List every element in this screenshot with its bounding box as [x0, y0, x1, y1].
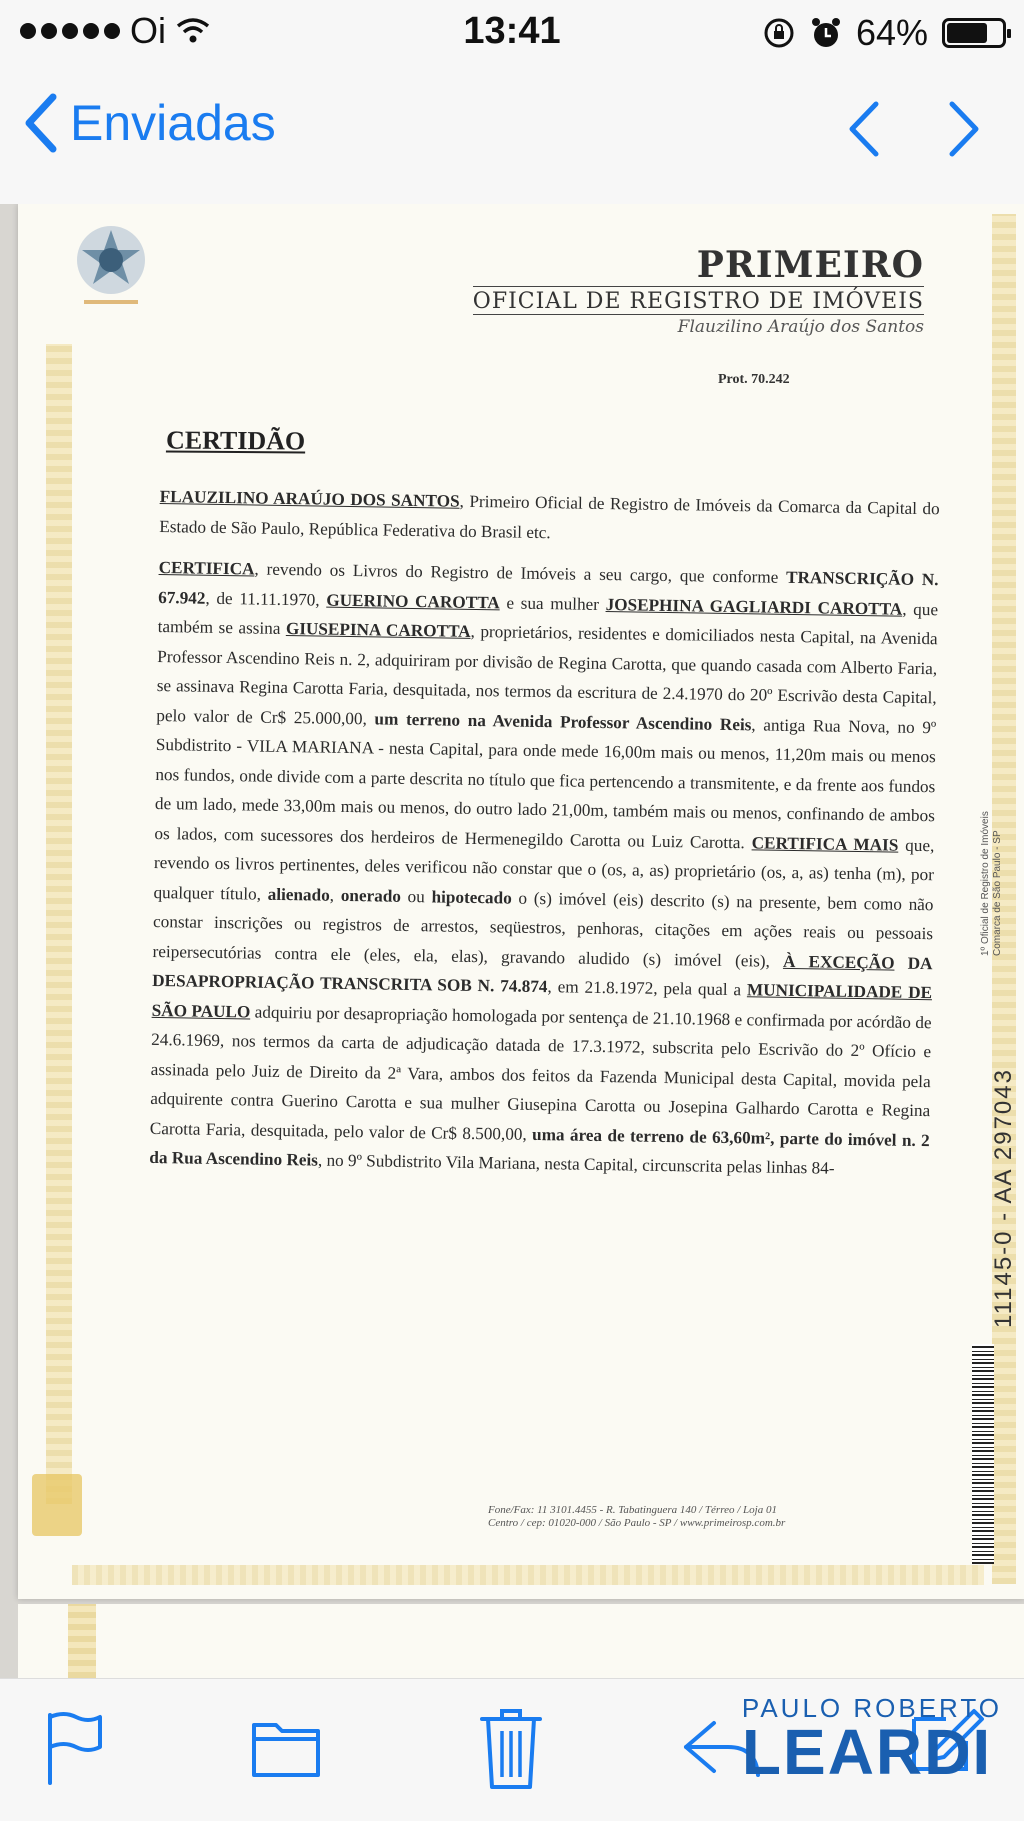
document-page: [18, 204, 1024, 1599]
text-span: e sua mulher: [499, 592, 606, 614]
flag-button[interactable]: [44, 1709, 104, 1790]
decorative-border: [68, 1604, 96, 1678]
text-span: , que também se assina: [157, 599, 939, 638]
text-span: hipotecado: [431, 886, 512, 908]
officer-signature: Flauzilino Araújo dos Santos: [677, 317, 924, 337]
registry-header: [473, 244, 924, 337]
clock: 13:41: [463, 10, 561, 52]
text-span: DA DESAPROPRIAÇÃO TRANSCRITA SOB N. 74.874: [152, 953, 933, 997]
text-span: ou: [400, 886, 432, 906]
text-span: GIUSEPINA CAROTTA: [285, 618, 471, 641]
protocol-number: Prot. 70.242: [718, 372, 790, 387]
back-button[interactable]: [22, 92, 276, 154]
text-span: , proprietários, residentes e domiciliados nesta Capital, na Avenida Professor Ascendino Reis n. 2, adquiriram por divisão de Regina Carotta, que quando casada com Alberto Faria, se assinava Regina Carotta Faria, desquitada, nos termos da escritura de 2.4.1970 do 20º Escrivão desta Capital, pelo valor de Cr$ 25.000,00,: [156, 621, 938, 728]
paragraph-certifica: [149, 553, 939, 1185]
footer-line: Fone/Fax: 11 3101.4455 - R. Tabatinguera 140 / Térreo / Loja 01: [488, 1504, 777, 1516]
building-logo-icon: [32, 1474, 82, 1536]
text-span: MUNICIPALIDADE DE SÃO PAULO: [151, 980, 933, 1021]
nav-bar: [0, 64, 1024, 204]
text-span: TRANSCRIÇÃO N. 67.942: [158, 567, 939, 608]
text-span: JOSEPHINA GAGLIARDI CAROTTA: [605, 594, 903, 619]
text-span: , em 21.8.1972, pela qual a: [547, 977, 748, 1000]
battery-icon: [942, 18, 1006, 48]
text-span: ,: [329, 885, 341, 905]
security-code: 11145-0 - AA 297043: [990, 1068, 1017, 1328]
text-span: , no 9º Subdistrito Vila Mariana, nesta Capital, circunscrita pelas linhas 84-: [317, 1150, 835, 1178]
next-button[interactable]: [944, 98, 984, 165]
next-document-page: [18, 1604, 1024, 1678]
rotation-lock-icon: [762, 16, 796, 50]
chevron-right-icon: [944, 98, 984, 160]
text-span: CERTIFICA MAIS: [751, 832, 899, 855]
text-span: , Primeiro Oficial de Registro de Imóveis da Comarca da Capital do Estado de São Paulo, República Federativa do Brasil etc.: [159, 491, 940, 542]
status-right-group: [762, 12, 1006, 54]
status-bar: [0, 0, 1024, 64]
text-span: , de 11.11.1970,: [205, 588, 327, 610]
decorative-border: [46, 344, 72, 1504]
document-footer: [488, 1504, 785, 1530]
previous-button[interactable]: [844, 98, 884, 165]
trash-button[interactable]: [480, 1707, 542, 1796]
battery-percent: 64%: [855, 12, 928, 53]
bottom-toolbar: [0, 1678, 1024, 1821]
registry-subtitle: OFICIAL DE REGISTRO DE IMÓVEIS: [472, 289, 924, 314]
message-nav: [844, 98, 984, 165]
chevron-left-icon: [844, 98, 884, 160]
text-span: À EXCEÇÃO: [782, 951, 895, 973]
text-span: , antiga Rua Nova, no 9º Subdistrito - VILA MARIANA - nesta Capital, para onde mede 16,00m mais ou menos, 11,20m mais ou menos nos fundos, onde divide com a parte descrita no título que fica pertencendo a transmitente, e da frente aos fundos de um lado, mede 33,00m mais ou menos, do outro lado 21,00m, também mais ou menos, confinando de ambos os lados, com sucessores dos herdeiros de Hermenegildo Carotta ou Luiz Carotta.: [154, 714, 937, 852]
carrier-name: Oi: [130, 10, 166, 51]
side-stamp-text: 1º Oficial de Registro de Imóveis Comarca de São Paulo - SP: [980, 811, 1003, 956]
flag-icon: [44, 1709, 104, 1785]
registry-title: PRIMEIRO: [473, 244, 924, 287]
text-span: que, revendo os livros pertinentes, deles verificou não constar que o (os, a, as) proprietário (os, a, as) tenha (m), por qualquer título,: [153, 835, 935, 904]
back-label: Enviadas: [70, 95, 276, 151]
barcode: [972, 1344, 994, 1564]
text-span: CERTIFICA: [158, 557, 255, 579]
folder-icon: [250, 1717, 322, 1779]
trash-icon: [480, 1707, 542, 1791]
officer-name: FLAUZILINO ARAÚJO DOS SANTOS: [159, 486, 460, 511]
text-span: onerado: [340, 885, 402, 906]
coat-of-arms-icon: [66, 220, 156, 310]
text-span: uma área de terreno de 63,60m², parte do imóvel n. 2 da Rua Ascendino Reis: [149, 1124, 930, 1170]
alarm-icon: [810, 16, 842, 50]
text-span: GUERINO CAROTTA: [326, 590, 500, 612]
paragraph-intro: [159, 482, 940, 553]
decorative-border: [72, 1565, 984, 1585]
brand-line2: LEARDI: [741, 1716, 993, 1788]
move-to-folder-button[interactable]: [250, 1717, 322, 1784]
text-span: adquiriu por desapropriação homologada por sentença de 21.10.1968 e confirmada por acórdão de 24.6.1969, nos termos da carta de adjudicação datada de 17.3.1972, subscrita pelo Escrivão do 2º Ofício e assinada pelo Juiz de Direito da 2ª Vara, ambos dos feitos da Fazenda Municipal desta Capital, movida pela adquirente contra Guerino Carotta e sua mulher Giusepina Carotta ou Josepina Galhardo Carotta e Regina Carotta Faria, desquitada, pelo valor de Cr$ 8.500,00,: [149, 1001, 932, 1144]
footer-line: Centro / cep: 01020-000 / São Paulo - SP / www.primeirosp.com.br: [488, 1517, 786, 1529]
text-span: um terreno na Avenida Professor Ascendino Reis: [374, 708, 752, 734]
brand-watermark: [741, 1693, 1002, 1788]
document-body: [149, 482, 940, 1197]
attachment-viewer[interactable]: [0, 204, 1024, 1678]
chevron-left-icon: [22, 92, 58, 154]
text-span: alienado: [267, 884, 330, 905]
text-span: , revendo os Livros do Registro de Imóveis a seu cargo, que conforme: [254, 559, 787, 587]
text-span: o (s) imóvel (eis) descrito (s) na presente, bem como não constar inscrições ou registros de arrestos, seqüestros, penhoras, citações em ações reais ou pessoais reipersecutórias contra ele (eles, ela, elas), gravando aludido (s) imóvel (eis),: [152, 888, 934, 971]
document-title: CERTIDÃO: [165, 425, 306, 456]
brand-line1: PAULO ROBERTO: [741, 1693, 1002, 1723]
